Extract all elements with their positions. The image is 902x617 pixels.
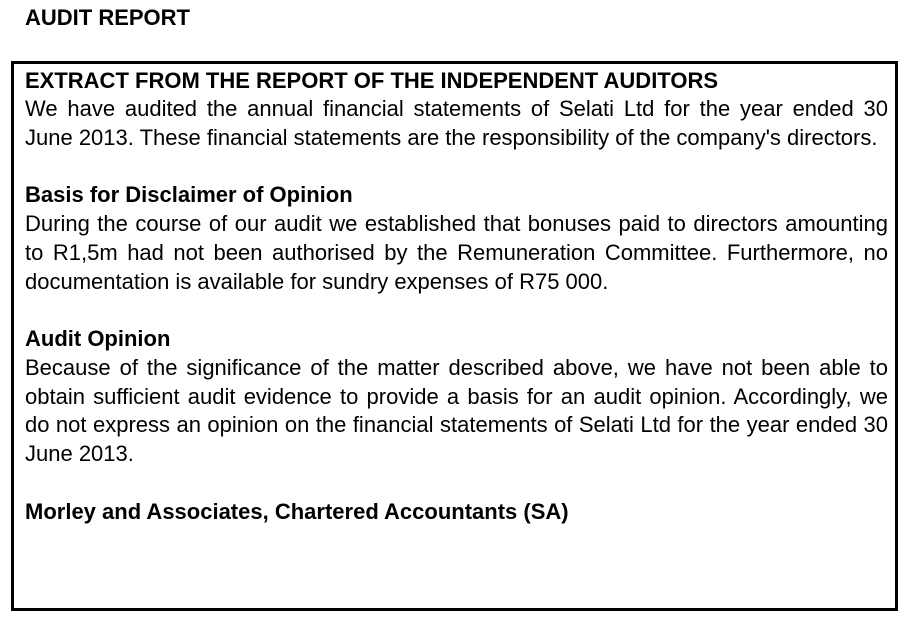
auditor-report-extract-box — [11, 61, 898, 611]
basis-heading: Basis for Disclaimer of Opinion — [25, 182, 353, 208]
opinion-paragraph: Because of the significance of the matter described above, we have not been able to obtain sufficient audit evidence to provide a basis for an audit opinion. Accordingly, we do not express an opinion on the financial statements of Selati Ltd for the year ended 30 June 2013. — [25, 354, 888, 467]
basis-section — [25, 181, 888, 296]
auditor-signature: Morley and Associates, Chartered Accountants (SA) — [25, 498, 569, 524]
report-content — [25, 64, 888, 526]
basis-paragraph: During the course of our audit we established that bonuses paid to directors amounting to R1,5m had not been authorised by the Remuneration Committee. Furthermore, no documentation is available for sundry expenses of R75 000. — [25, 211, 888, 294]
intro-paragraph: We have audited the annual financial statements of Selati Ltd for the year ended 30 June 2013. These financial statements are the responsibility of the company's directors. — [25, 96, 888, 150]
extract-title: EXTRACT FROM THE REPORT OF THE INDEPENDENT AUDITORS — [25, 68, 719, 93]
opinion-heading: Audit Opinion — [25, 326, 171, 352]
page-title: AUDIT REPORT — [25, 5, 190, 30]
opinion-section — [25, 325, 888, 469]
